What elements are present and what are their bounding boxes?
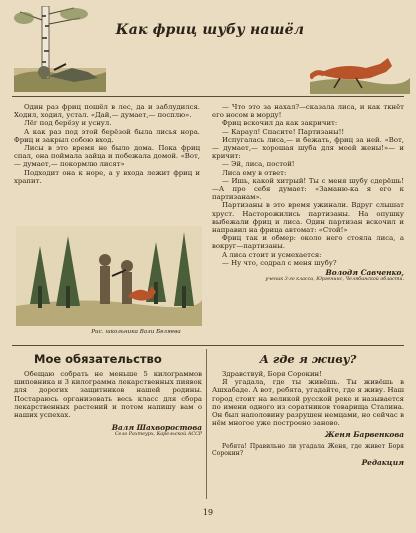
- story-paragraph: — Ишь, какой хитрый! Ты с меня шубу сдерёшь!—А про себя думает: «Заманю-ка я его к партизанам».: [212, 176, 404, 202]
- story-paragraph: Лисы в это время не было дома. Пока фриц спал, она поймала зайца и побежала домой. «Вот,— думает,— покормлю лисят»: [14, 144, 200, 169]
- story-paragraph: Один раз фриц пошёл в лес, да и заблудился. Ходил, ходил, устал. «Дай,— думает,— посплю».: [14, 103, 200, 120]
- fox-illustration: [310, 44, 410, 94]
- story-paragraph: Партизаны в это время ужинали. Вдруг слышат хруст. Насторожились партизаны. На опушку выбежали фриц и лиса. Один партизан вскочил и направил на фрица автомат: «Стой!»: [212, 201, 404, 235]
- where-i-live-greeting: Здравствуй, Боря Сорокин!: [222, 370, 322, 378]
- illustration-caption: Рис. школьника Вали Беляева: [91, 329, 181, 335]
- story-paragraph: Испугалась лиса,— и бежать, фриц за ней. «Вот,— думает,— хорошая шуба для моей жены!»— и кричит:: [212, 135, 404, 161]
- where-i-live-heading: А где я живу?: [259, 352, 357, 366]
- story-paragraph: А лиса стоит и усмехается:: [222, 250, 322, 259]
- editor-reply: Ребята! Правильно ли угадала Женя, где живет Боря Сорокин?: [212, 442, 404, 458]
- obligation-column: [14, 370, 202, 438]
- story-paragraph: Фриц вскочил да как закричит:: [222, 119, 338, 128]
- story-paragraph: Лиса ему в ответ:: [222, 168, 287, 177]
- section-divider: [12, 345, 404, 346]
- obligation-heading: Мое обязательство: [34, 352, 162, 366]
- obligation-author-place: Село Рахтеурх, Карельской АССР: [114, 432, 202, 438]
- story-author: Володя Савченко,: [325, 268, 404, 278]
- sleeping-soldier-illustration: [14, 6, 106, 98]
- story-paragraph: Подходит она к норе, а у входа лежит фриц и храпит.: [14, 168, 200, 185]
- where-i-live-text: Я угадала, где ты живёшь. Ты живёшь в Ашхабаде. А вот, ребята, угадайте, где я живу. Наш город стоит на великой русской реке и называется по имени одного из соратников товарища Сталина. Он был наполовину разрушен немцами, но сейчас в нём многое уже построено заново.: [212, 378, 404, 428]
- page-number: 19: [202, 508, 214, 517]
- story-paragraph: — Ну что, содрал с меня шубу?: [222, 258, 337, 267]
- story-left-column: [14, 103, 200, 185]
- story-paragraph: Лёг под берёзу и уснул.: [24, 119, 112, 128]
- header-divider: [12, 96, 404, 97]
- where-i-live-column: [212, 370, 404, 468]
- story-paragraph: Фриц так и обмер: около него стояла лиса, а вокруг—партизаны.: [212, 234, 404, 251]
- where-i-live-author: Женя Барвенкова: [324, 430, 404, 440]
- story-paragraph: А как раз под этой берёзой была лисья нора. Фриц и закрыл собою вход.: [14, 127, 200, 144]
- story-title: Как фриц шубу нашёл: [115, 22, 305, 38]
- column-divider: [206, 349, 207, 499]
- story-paragraph: — Караул! Спасите! Партизаны!!: [222, 127, 345, 136]
- story-paragraph: — Что это за нахал?—сказала лиса, и как ткнёт его носом в морду!: [212, 103, 404, 120]
- story-paragraph: — Эй, лиса, постой!: [222, 160, 295, 169]
- story-right-column: [212, 103, 404, 283]
- editor-signature: Редакция: [361, 458, 404, 468]
- story-author-place: ученик 3-го класса, Юргенинс, Челябинской области.: [265, 277, 404, 283]
- partisans-illustration: [16, 226, 202, 326]
- obligation-text: Обещаю собрать не меньше 5 килограммов шиповника и 3 килограмма лекарственных пиявок для дорогих защитников нашей родины. Постараюсь организовать весь класс для сбора лекарственных растений и потом напишу вам о наших успехах.: [14, 370, 202, 420]
- obligation-author: Валя Шахворостова: [111, 423, 202, 433]
